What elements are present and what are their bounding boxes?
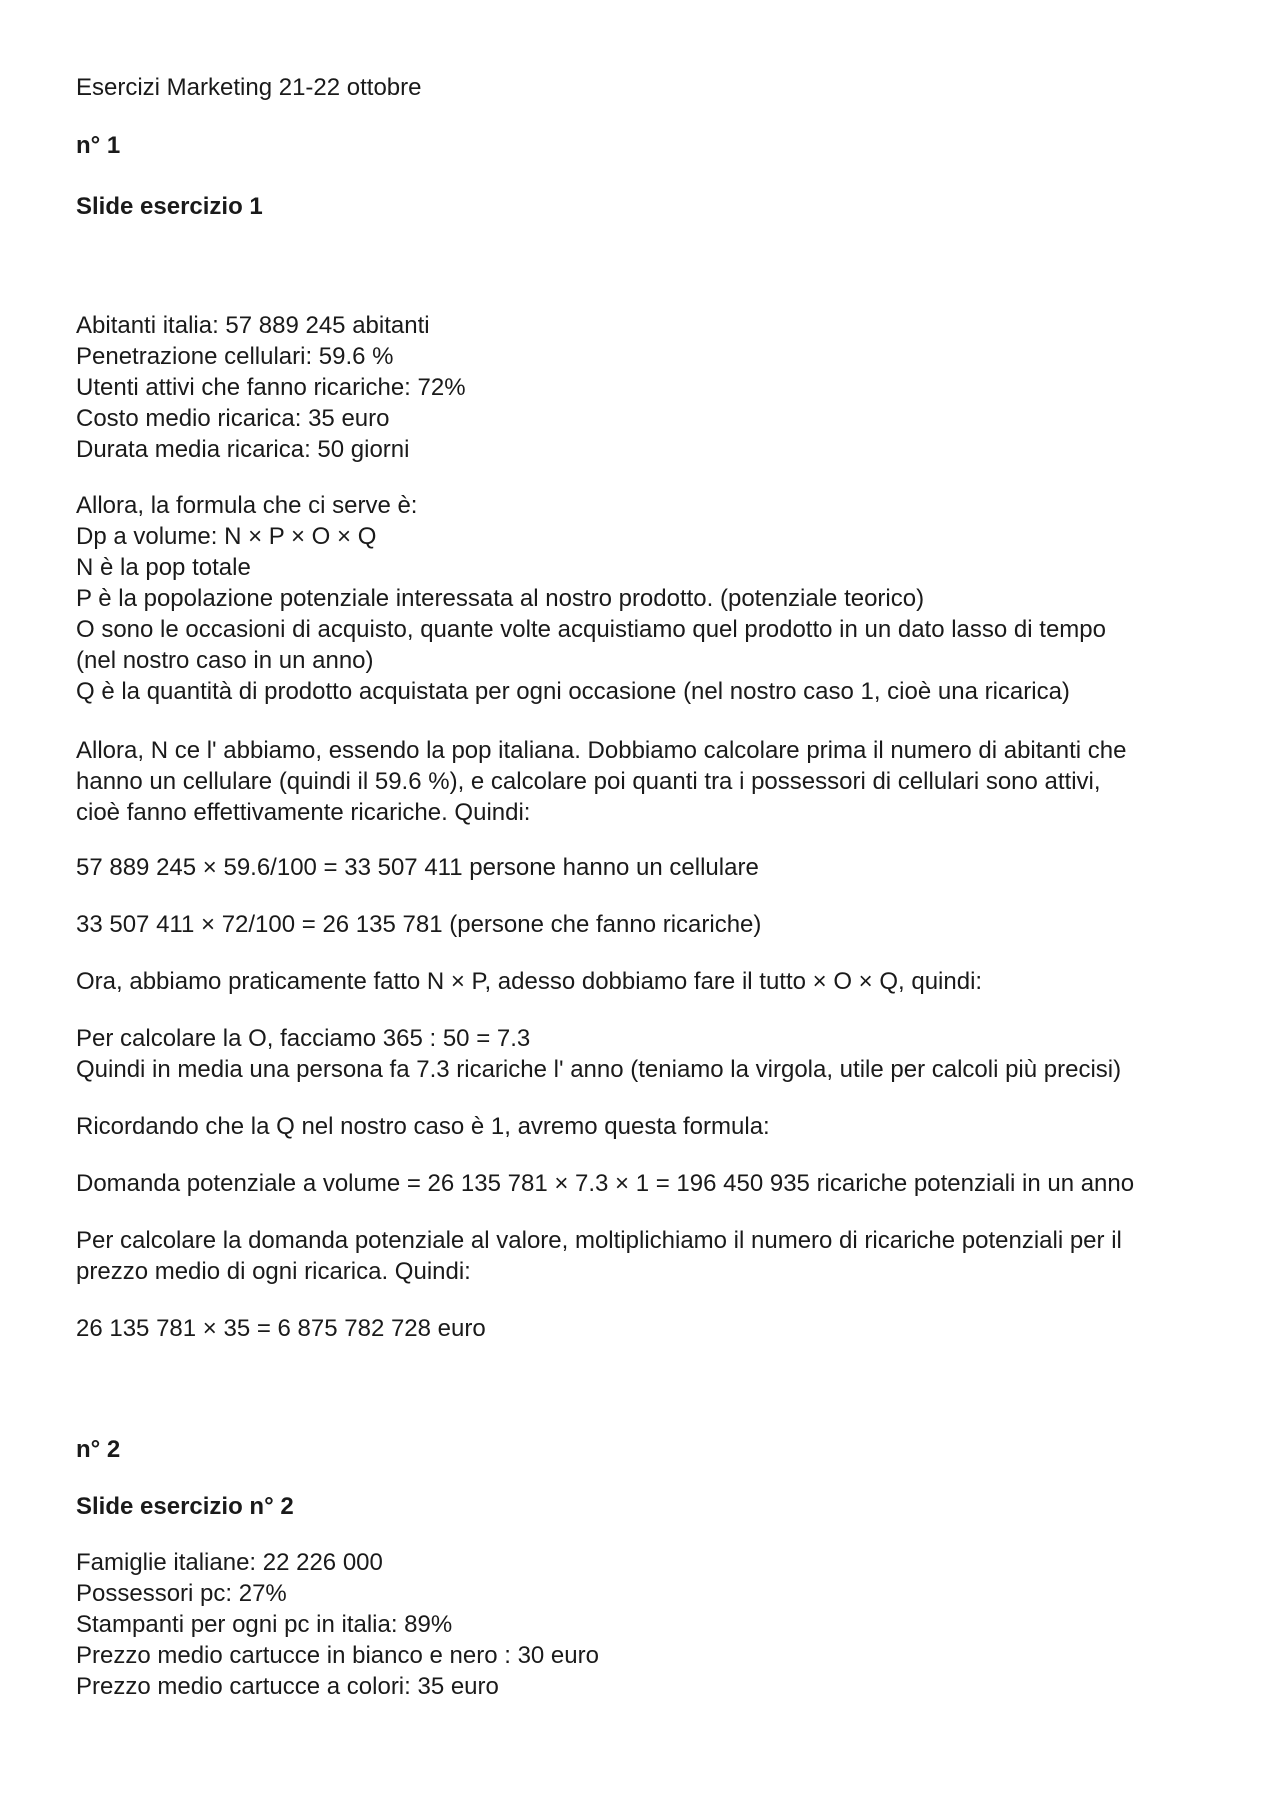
explanation-paragraph xyxy=(76,735,1206,828)
formula-paragraph xyxy=(76,490,1206,707)
occasions-paragraph xyxy=(76,1023,1121,1085)
data-line: Famiglie italiane: 22 226 000 xyxy=(76,1549,383,1576)
data-line: Abitanti italia: 57 889 245 abitanti xyxy=(76,312,430,339)
occasions-line: Per calcolare la O, facciamo 365 : 50 = 7.3 xyxy=(76,1025,531,1052)
formula-line: Allora, la formula che ci serve è: xyxy=(76,492,418,519)
document-title: Esercizi Marketing 21-22 ottobre xyxy=(76,74,422,101)
explanation-line: cioè fanno effettivamente ricariche. Quindi: xyxy=(76,799,531,826)
formula-line: O sono le occasioni di acquisto, quante volte acquistiamo quel prodotto in un dato lasso di tempo xyxy=(76,616,1106,643)
formula-line: Q è la quantità di prodotto acquistata per ogni occasione (nel nostro caso 1, cioè una ricarica) xyxy=(76,678,1070,705)
data-line: Prezzo medio cartucce a colori: 35 euro xyxy=(76,1673,499,1700)
exercise-2-number: n° 2 xyxy=(76,1436,121,1463)
exercise-2-heading: Slide esercizio n° 2 xyxy=(76,1493,294,1520)
explanation-line: Allora, N ce l' abbiamo, essendo la pop italiana. Dobbiamo calcolare prima il numero di abitanti che xyxy=(76,737,1127,764)
formula-line: Dp a volume: N × P × O × Q xyxy=(76,523,377,550)
value-demand-line: prezzo medio di ogni ricarica. Quindi: xyxy=(76,1258,471,1285)
quantity-paragraph: Ricordando che la Q nel nostro caso è 1, avremo questa formula: xyxy=(76,1113,770,1140)
value-demand-paragraph xyxy=(76,1225,1206,1287)
exercise-1-number: n° 1 xyxy=(76,132,121,159)
data-line: Possessori pc: 27% xyxy=(76,1580,287,1607)
value-demand-calculation: 26 135 781 × 35 = 6 875 782 728 euro xyxy=(76,1315,486,1342)
formula-line: (nel nostro caso in un anno) xyxy=(76,647,374,674)
data-line: Durata media ricarica: 50 giorni xyxy=(76,436,410,463)
np-paragraph: Ora, abbiamo praticamente fatto N × P, adesso dobbiamo fare il tutto × O × Q, quindi: xyxy=(76,968,983,995)
explanation-line: hanno un cellulare (quindi il 59.6 %), e calcolare poi quanti tra i possessori di cellulari sono attivi, xyxy=(76,768,1101,795)
calculation-phone-owners: 57 889 245 × 59.6/100 = 33 507 411 persone hanno un cellulare xyxy=(76,854,759,881)
data-line: Penetrazione cellulari: 59.6 % xyxy=(76,343,394,370)
data-line: Costo medio ricarica: 35 euro xyxy=(76,405,390,432)
occasions-line: Quindi in media una persona fa 7.3 ricariche l' anno (teniamo la virgola, utile per calcoli più precisi) xyxy=(76,1056,1122,1083)
data-line: Stampanti per ogni pc in italia: 89% xyxy=(76,1611,453,1638)
formula-line: N è la pop totale xyxy=(76,554,251,581)
data-line: Prezzo medio cartucce in bianco e nero : 30 euro xyxy=(76,1642,599,1669)
formula-line: P è la popolazione potenziale interessata al nostro prodotto. (potenziale teorico) xyxy=(76,585,925,612)
value-demand-line: Per calcolare la domanda potenziale al valore, moltiplichiamo il numero di ricariche potenziali per il xyxy=(76,1227,1122,1254)
exercise-1-heading: Slide esercizio 1 xyxy=(76,193,263,220)
data-line: Utenti attivi che fanno ricariche: 72% xyxy=(76,374,466,401)
exercise-2-data-block xyxy=(76,1547,599,1702)
potential-demand-volume: Domanda potenziale a volume = 26 135 781 × 7.3 × 1 = 196 450 935 ricariche potenziali in un anno xyxy=(76,1170,1135,1197)
calculation-active-users: 33 507 411 × 72/100 = 26 135 781 (persone che fanno ricariche) xyxy=(76,911,762,938)
exercise-1-data-block xyxy=(76,310,466,465)
